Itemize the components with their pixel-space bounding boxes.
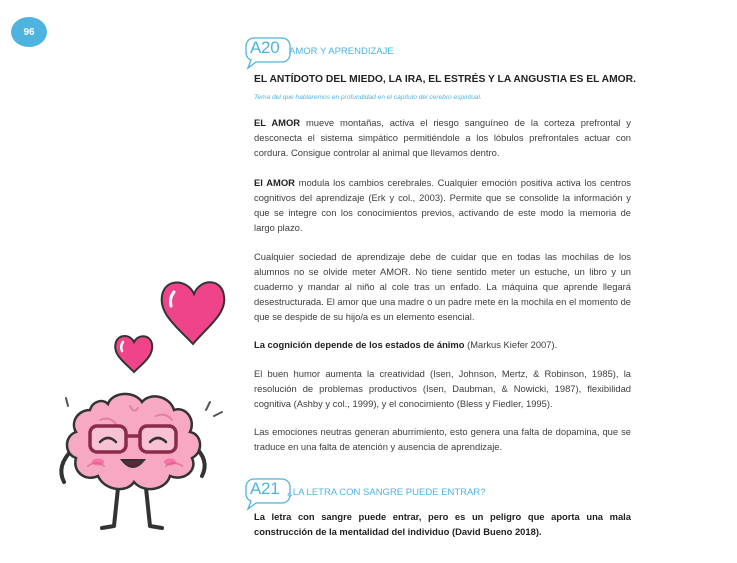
section-code: A21: [250, 479, 280, 498]
brain-icon: [67, 394, 200, 489]
paragraph-1-lead: EL AMOR: [254, 117, 301, 128]
page-number-badge: 96: [11, 17, 47, 47]
paragraph-1-body: mueve montañas, activa el riesgo sanguíneo de la corteza prefrontal y desconecta el sistema simpático permitiéndole a los lóbulos prefrontales actuar con cordura. Consigue controlar al animal que llevamos dentro.: [254, 117, 631, 158]
paragraph-2: [254, 175, 631, 235]
paragraph-6: Las emociones neutras generan aburrimiento, esto genera una falta de dopamina, que se traduce en una falta de atención y ausencia de aprendizaje.: [254, 426, 631, 452]
section-title: AMOR Y APRENDIZAJE: [289, 46, 394, 57]
paragraph-3: Cualquier sociedad de aprendizaje debe de cuidar que en todas las mochilas de los alumnos no se olvide meter AMOR. No tiene sentido meter un estuche, un libro y un cuaderno y mandar al niño al cole tras un enfado. La máquina que aprende llegará desestructurada. El amor que una madre o un padre mete en la mochila en el momento de que se despide de su hijo/a es un elemento esencial.: [254, 251, 631, 322]
section-code: A20: [250, 38, 280, 57]
brain-hearts-illustration: [38, 270, 248, 550]
paragraph-4: [254, 337, 631, 352]
paragraph-5: El buen humor aumenta la creatividad (Isen, Johnson, Mertz, & Robinson, 1985), la resolución de problemas productivos (Isen, Daubman, & Nowicki, 1987), flexibilidad cognitiva (Ashby y col., 1999), y el conocimiento (Bless y Fiedler, 1995).: [254, 368, 631, 409]
section-title: ¿LA LETRA CON SANGRE PUEDE ENTRAR?: [287, 487, 486, 498]
paragraph-2-lead: El AMOR: [254, 177, 295, 188]
paragraph-7-text: La letra con sangre puede entrar, pero es un peligro que aporta una mala construcción de la mentalidad del individuo (David Bueno 2018).: [254, 511, 631, 537]
paragraph-2-body: modula los cambios cerebrales. Cualquier emoción positiva activa los centros cognitivos del aprendizaje (Erk y col., 2003). Permite que se consolide la información y que se integre con los conocimientos previos, activando de este modo la memoria de largo plazo.: [254, 177, 631, 233]
reference-note: Tema del que hablaremos en profundidad en el capítulo del cerebro espiritual.: [254, 94, 482, 101]
section-subtitle: EL ANTÍDOTO DEL MIEDO, LA IRA, EL ESTRÉS Y LA ANGUSTIA ES EL AMOR.: [254, 74, 636, 85]
heart-icon: [115, 336, 152, 372]
paragraph-4-lead: La cognición depende de los estados de ánimo: [254, 339, 465, 350]
heart-icon: [162, 282, 225, 344]
paragraph-1: [254, 115, 631, 160]
paragraph-7: [254, 509, 631, 539]
paragraph-4-body: (Markus Kiefer 2007).: [464, 339, 558, 350]
